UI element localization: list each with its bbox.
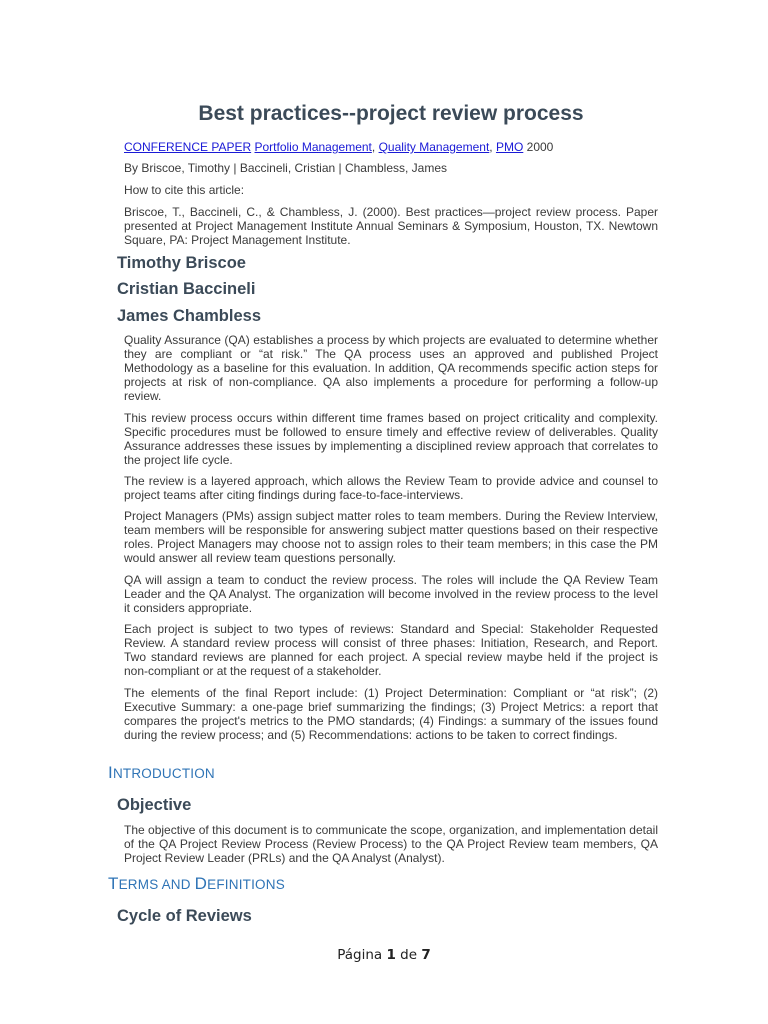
page-of-label: de [395,947,422,963]
page-title: Best practices--project review process [198,102,584,125]
heading-initial: I [108,763,113,782]
citation-text: Briscoe, T., Baccineli, C., & Chambless, J. (2000). Best practices—project review process. Paper presented at Project Management Institute Annual Seminars & Symposium, Houston, TX. Newtown Square, PA: Project Management Institute. [124,205,658,247]
heading-rest: EFINITIONS [207,877,285,892]
heading-initial: T [108,874,119,893]
objective-paragraph: The objective of this document is to communicate the scope, organization, and implementation detail of the QA Project Review Process (Review Process) to the QA Project Review team members, QA Project Review Leader (PRLs) and the QA Analyst (Analyst). [124,823,658,865]
category-line [124,140,658,154]
body-paragraph: QA will assign a team to conduct the review process. The roles will include the QA Review Team Leader and the QA Analyst. The organization will become involved in the review process to the level it considers appropriate. [124,573,658,615]
body-paragraph: This review process occurs within different time frames based on project criticality and complexity. Specific procedures must be followed to ensure timely and effective review of deliverables. Quality Assurance addresses these issues by implementing a disciplined review approach that correlates to the project life cycle. [124,411,658,467]
body-paragraph: Each project is subject to two types of reviews: Standard and Special: Stakeholder Requested Review. A standard review process will consist of three phases: Initiation, Research, and Report. Two standard reviews are planned for each project. A special review maybe held if the project is non-compliant or at the request of a stakeholder. [124,622,658,678]
author-name: Timothy Briscoe [117,254,246,272]
total-page-number: 7 [421,947,431,963]
body-paragraph: The elements of the final Report include: (1) Project Determination: Compliant or “at risk”; (2) Executive Summary: a one-page brief summarizing the findings; (3) Project Metrics: a report that compares the project's metrics to the PMO standards; (4) Findings: a summary of the issues found during the review process; and (5) Recommendations: actions to be taken to correct findings. [124,686,658,742]
body-paragraph: Quality Assurance (QA) establishes a process by which projects are evaluated to determine whether they are compliant or “at risk.” The QA process uses an approved and published Project Methodology as a baseline for this evaluation. In addition, QA recommends specific action steps for projects at risk of non-compliance. QA also implements a procedure for performing a follow-up review. [124,333,658,403]
section-heading-introduction [108,763,215,783]
author-name: James Chambless [117,307,261,325]
byline: By Briscoe, Timothy | Baccineli, Cristian | Chambless, James [124,161,448,175]
body-paragraph: Project Managers (PMs) assign subject matter roles to team members. During the Review Interview, team members will be responsible for answering subject matter questions based on their respective roles. Project Managers may choose not to assign roles to their team members; in this case the PM would answer all review team questions personally. [124,509,658,565]
category-separator: , [371,140,379,154]
page-number-footer [0,947,768,963]
pmo-link[interactable]: PMO [495,140,524,154]
cite-label: How to cite this article: [124,183,245,197]
year-text: 2000 [523,140,554,154]
subheading-objective: Objective [117,796,192,814]
quality-management-link[interactable]: Quality Management [378,140,490,154]
heading-initial: D [194,874,208,893]
body-paragraph: The review is a layered approach, which allows the Review Team to provide advice and counsel to project teams after citing findings during face-to-face-interviews. [124,474,658,502]
heading-rest: ERMS AND [118,877,195,892]
heading-rest: NTRODUCTION [112,766,215,781]
current-page-number: 1 [386,947,396,963]
section-heading-terms [108,874,285,894]
category-separator: , [489,140,496,154]
portfolio-management-link[interactable]: Portfolio Management [254,140,372,154]
conference-paper-link[interactable]: CONFERENCE PAPER [124,140,252,154]
subheading-cycle-of-reviews: Cycle of Reviews [117,907,252,925]
author-name: Cristian Baccineli [117,280,256,298]
page-label: Página [337,947,387,963]
